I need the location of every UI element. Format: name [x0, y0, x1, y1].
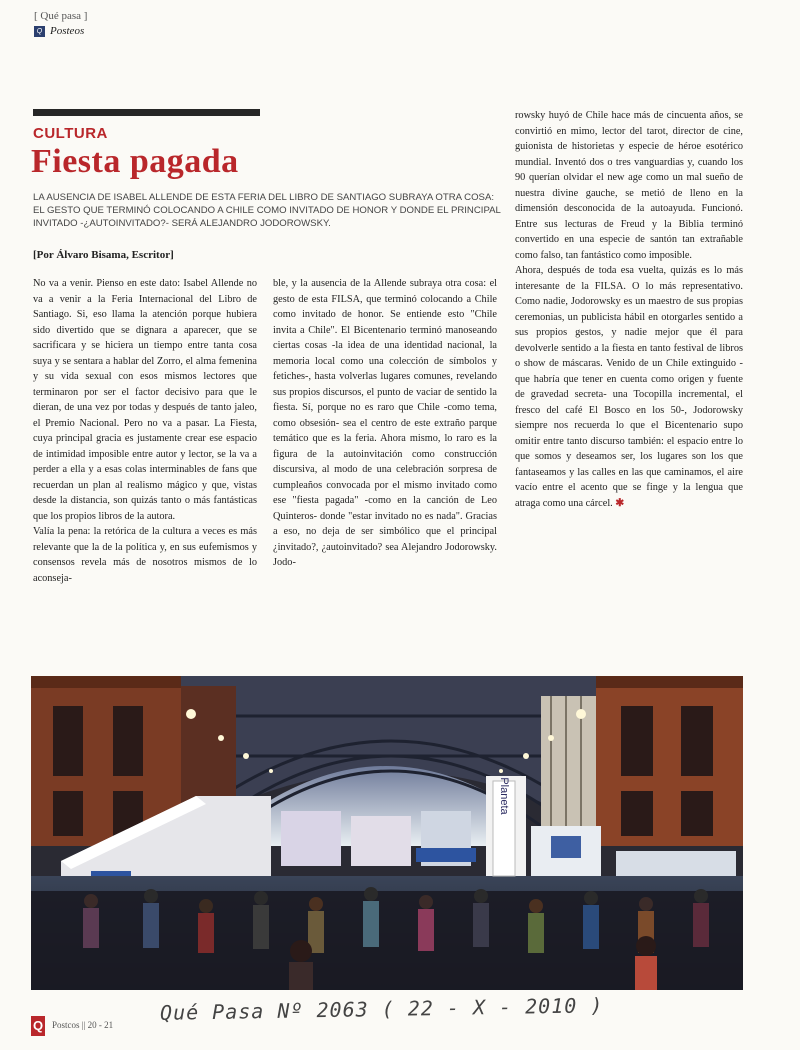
q-logo-icon: Q — [31, 1016, 45, 1036]
section-kicker: [ Qué pasa ] — [34, 10, 88, 22]
article-column-1 — [33, 276, 257, 586]
page-number: Postcos || 20 - 21 — [52, 1020, 114, 1030]
lead-paragraph: LA AUSENCIA DE ISABEL ALLENDE DE ESTA FERIA DEL LIBRO DE SANTIAGO SUBRAYA OTRA COSA: EL GESTO QUE TERMINÓ COLOCANDO A CHILE COMO INVITADO DE HONOR Y DONDE EL PRINCIPAL INVITADO -¿AUTOINVITADO?- SERÁ ALEJANDRO JODOROWSKY. — [33, 192, 501, 229]
article-column-3 — [515, 108, 743, 511]
handwritten-annotation: Qué Pasa Nº 2063 ( 22 - X - 2010 ) — [159, 993, 604, 1025]
paragraph: Valía la pena: la retórica de la cultura a veces es más relevante que la de la política y, en sus eufemismos y consensos revela más de nosotros mismos de lo aconseja- — [33, 526, 257, 584]
end-mark-icon: ✱ — [615, 497, 624, 509]
photo-illustration — [31, 676, 743, 990]
banner-text: Planeta — [498, 777, 510, 815]
article-column-2 — [273, 276, 497, 571]
headline: Fiesta pagada — [31, 143, 239, 180]
paragraph: Ahora, después de toda esa vuelta, quizás es lo más interesante de la FILSA. O lo más representativo. Como nadie, Jodorowsky es un maestro de sus propias ceremonias, un publicista hábil en otorgarles sentido a sus propios gestos, y nadie mejor que él para devolverle sentido a la fiesta en tanto festival de libros o show de máscaras. Venido de un Chile extinguido -que habría que tener en cuenta como origen y fuente de gravedad secreta- una Tocopilla incremental, el fresco del café El Bosco en los 50-, Jodorowsky siempre nos recuerda lo que el Bicentenario supo omitir entre tanto discurso también: el espacio entre lo que somos y deseamos ser, los lugares son los que fantaseamos y las calles en las que caminamos, el aire vacío entre el acento que se finge y la lengua que atraga como una cárcel. ✱ — [515, 265, 743, 509]
section-rule — [33, 109, 260, 116]
section-label: CULTURA — [33, 125, 108, 142]
byline: [Por Álvaro Bisama, Escritor] — [33, 249, 174, 261]
section-header — [34, 25, 84, 37]
paragraph: No va a venir. Pienso en este dato: Isabel Allende no va a venir a la Feria Internacional del Libro de Santiago. Si, eso llama la atención porque hubiera sido divertido que se dignara a aparecer, que se sacrificara y se hiciera un tiempo entre tanta cosa suya y se sentara a hablar del Zorro, el alma femenina y su vida sexual con esos mismos lectores que terminaron por ser el factor decisivo para que le dieran, de una vez por todas y después de tanto jaleo, el Premio Nacional. Pero no va a pasar. La Fiesta, cuya principal gracia es justamente crear ese espacio de intimidad imposible entre autor y lector, se la va a perder a ella y a esas colas interminables de fans que recuerdan un plan al realismo mágico y que, vistas desde la distancia, son quizás tanto o más fantásticas que los propios libros de la autora. — [33, 278, 257, 522]
section-name: Posteos — [50, 25, 85, 37]
book-fair-photo — [31, 676, 743, 990]
paragraph: ble, y la ausencia de la Allende subraya otra cosa: el gesto de esta FILSA, que terminó colocando a Chile como invitado de honor. Se entiende esto "Chile invita a Chile". El Bicentenario terminó manoseando ciertas cosas -la idea de una identidad nacional, la memoria local como una colección de símbolos y fetiches-, hasta volverlas lugares comunes, revelando sus propios discursos, el punto de vaciar de sentido la fiesta. Sí, porque no es raro que Chile -como tema, como obsesión- sea el centro de este extraño parque temático que es la feria. Ahora mismo, lo raro es la figura de la autoinvitación como construcción discursiva, al modo de una celebración sorpresa de cumpleaños convocada por el mismo invitado como ese "fiesta pagada" -como en la canción de Leo Quinteros- donde "estar invitado no es nada". Gracias a eso, no deja de ser simbólico que el principal ¿invitado?, ¿autoinvitado? sea Alejandro Jodorowsky. Jodo- — [273, 278, 497, 568]
paragraph: rowsky huyó de Chile hace más de cincuenta años, se convirtió en mimo, lector del tarot, director de cine, guionista de historietas y especie de héroe esotérico mundial. Inventó dos o tres vanguardias y, cuando los 90 querían olvidar el new age como un mal sueño de nuestra divine gauche, se metió de lleno en la dimensión desconocida de la autoayuda. Funcionó. Entre sus lecturas de Freud y la Biblia terminó convertido en una especie de santón tan extrañable como falso, tan fantástico como imposible. — [515, 110, 743, 261]
q-logo-icon: Q — [34, 26, 45, 37]
